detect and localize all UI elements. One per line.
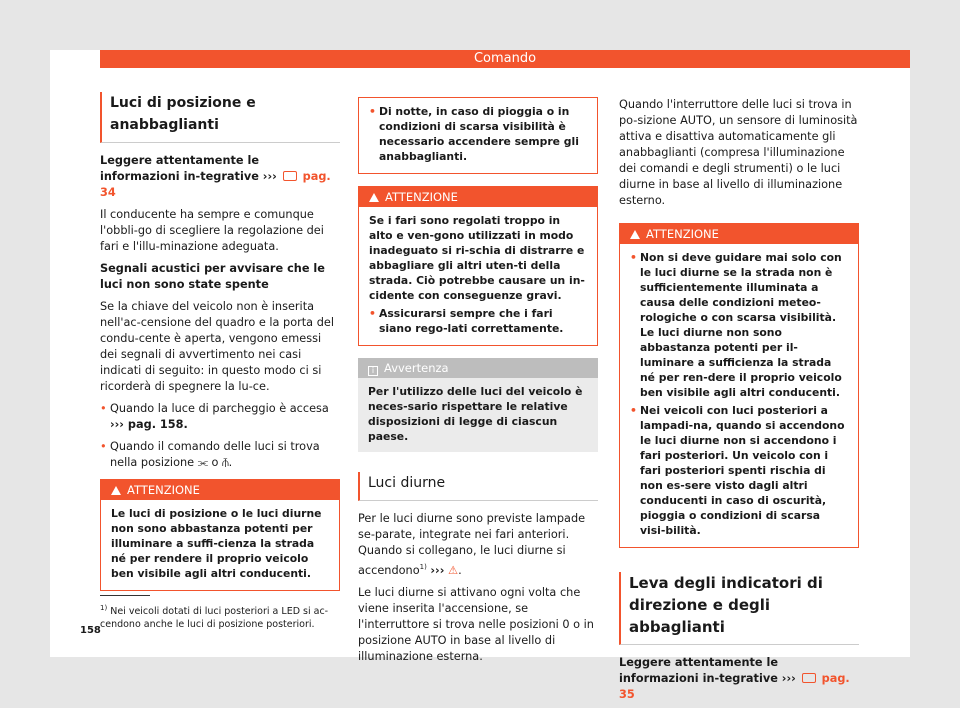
page-header: Comando [100, 50, 910, 68]
paragraph: Per le luci diurne sono previste lampade se-parate, integrate nei fari anteriori. Quando si collegano, le luci diurne si accendono$^{1)}$ ››› ⚠. [358, 512, 586, 577]
warning-ref-icon[interactable]: ⚠ [447, 563, 459, 577]
page-link[interactable]: pag. 34 [100, 170, 331, 199]
warning-bullet: • Nei veicoli con luci posteriori a lampadi-na, quando si accendono le luci diurne non si accendono i fari posteriori. Un veicolo con i fari posteriori spenti rischia di non es-sere visto dagli altri conducenti in caso di oscurità, pioggia o condizioni di scarsa visi-bilità. [630, 403, 848, 538]
paragraph: Il conducente ha sempre e comunque l'obbli-go di scegliere la regolazione dei fari e l'illu-minazione adeguata. [100, 208, 324, 253]
paragraph: Le luci diurne si attivano ogni volta che viene inserita l'accensione, se l'interruttore si trova nelle posizioni 0 o in posizione AUTO in base al livello di illuminazione esterna. [358, 585, 594, 663]
section-title-indicator-lever: Leva degli indicatori di direzione e degli abbaglianti [619, 572, 859, 645]
page-ref[interactable]: ››› pag. 158. [110, 418, 188, 431]
list-item: • Quando il comando delle luci si trova nella posizione ⫘ o ⫚. [100, 439, 340, 471]
column-1 [100, 90, 340, 603]
warning-icon [111, 486, 121, 495]
intro-text: Leggere attentamente le informazioni in-tegrative ››› pag. 35 [619, 656, 850, 701]
warning-bullet: • Assicurarsi sempre che i fari siano rego-lati correttamente. [369, 306, 587, 336]
warning-box [619, 223, 859, 548]
paragraph: Se la chiave del veicolo non è inserita nell'ac-censione del quadro e la porta del condu-cente è aperta, vengono emessi dei segnali di avvertimento nei casi indicati di seguito: in questo modo ci si ricorderà di spegnere la lu-ce. [100, 300, 334, 393]
warning-bullet: • Di notte, in caso di pioggia o in condizioni di scarsa visibilità è necessario accendere sempre gli anabbaglianti. [369, 104, 587, 164]
warning-continuation-box [358, 97, 598, 174]
warning-header: ATTENZIONE [620, 224, 858, 244]
note-text: Per l'utilizzo delle luci del veicolo è neces-sario rispettare le relative disposizioni di legge di ciascun paese. [368, 385, 583, 443]
warning-bullet: • Non si deve guidare mai solo con le luci diurne se la strada non è sufficientemente illuminata a causa delle condizioni meteo-rologiche o con scarsa visibilità. Le luci diurne non sono abbastanza potenti per il-luminare a sufficienza la strada né per ren-dere il proprio veicolo ben visibile agli altri conducenti. [630, 250, 848, 400]
warning-header: ATTENZIONE [359, 187, 597, 207]
warning-header: ATTENZIONE [101, 480, 339, 500]
note-header: i Avvertenza [358, 358, 598, 378]
warning-box [358, 186, 598, 346]
warning-text: Le luci di posizione o le luci diurne non sono abbastanza potenti per illuminare a suffi-cienza la strada né per rendere il proprio veicolo ben visibile agli altri conducenti. [111, 507, 322, 580]
warning-box [100, 479, 340, 591]
manual-page [50, 50, 910, 701]
footnote: $^{1)}$ Nei veicoli dotati di luci posteriori a LED si ac-cendono anche le luci di posizione posteriori. [100, 595, 340, 637]
intro-text: Leggere attentamente le informazioni in-tegrative ››› pag. 34 [100, 154, 331, 199]
book-icon [802, 673, 816, 683]
section-title-daytime-lights: Luci diurne [358, 472, 598, 501]
column-3 [619, 97, 859, 708]
warning-icon [369, 193, 379, 202]
book-icon [283, 171, 297, 181]
paragraph: Quando l'interruttore delle luci si trova in po-sizione AUTO, un sensore di luminosità attiva e disattiva automaticamente gli anabbaglianti (compresa l'illuminazione dei comandi e degli strumenti) o le luci diurne in base al livello di illuminazione esterno. [619, 98, 858, 207]
note-box [358, 358, 598, 452]
section-title-position-lights: Luci di posizione e anabbaglianti [100, 92, 340, 143]
info-icon: i [368, 366, 378, 376]
warning-text: Se i fari sono regolati troppo in alto e ven-gono utilizzati in modo inadeguato si ri-schia di distrarre e abbagliare gli altri uten-ti della strada. Ciò potrebbe causare un in-cidente con conseguenze gravi. [369, 214, 585, 302]
list-item: • Quando la luce di parcheggio è accesa ››› pag. 158. [100, 401, 340, 433]
footnote-rule [100, 595, 150, 596]
page-number: 158 [80, 625, 101, 636]
column-2 [358, 97, 598, 671]
warning-icon [630, 230, 640, 239]
page-link[interactable]: pag. 35 [619, 672, 850, 701]
subheading: Segnali acustici per avvisare che le luci non sono state spente [100, 262, 325, 291]
